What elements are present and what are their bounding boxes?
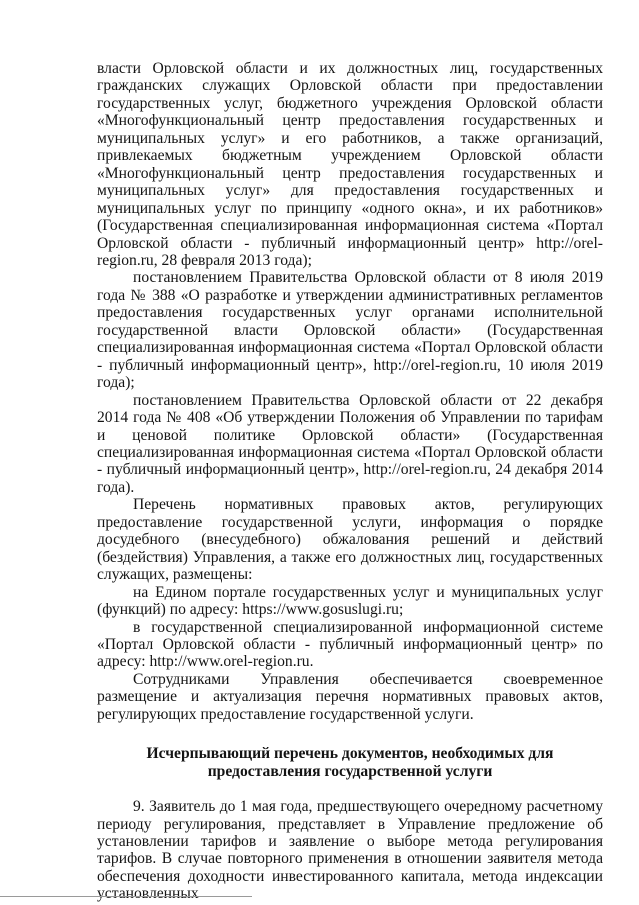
paragraph-item-9: 9. Заявитель до 1 мая года, предшествующего очередному расчетному периоду регулирования, представляет в Управление предложение об установлении тарифов и заявление о выборе метода регулирования тарифов. В случае повторного применения в отношении заявителя метода обеспечения доходности инвестированного капитала, метода индексации установленных <box>97 798 603 903</box>
paragraph-resolution-408: постановлением Правительства Орловской области от 22 декабря 2014 года № 408 «Об утверждении Положения об Управлении по тарифам и ценовой политике Орловской области» (Государственная специализированная информационная система «Портал Орловской области - публичный информационный центр», http://orel-region.ru, 24 декабря 2014 года). <box>97 391 603 496</box>
document-body <box>97 60 603 903</box>
paragraph-gosuslugi-portal: на Едином портале государственных услуг и муниципальных услуг (функций) по адресу: https://www.gosuslugi.ru; <box>97 583 603 619</box>
paragraph-resolution-388: постановлением Правительства Орловской области от 8 июля 2019 года № 388 «О разработке и утверждении административных регламентов предоставления государственных услуг органами исполнительной государственной власти Орловской области» (Государственная специализированная информационная система «Портал Орловской области - публичный информационный центр», http://orel-region.ru, 10 июля 2019 года); <box>97 269 603 392</box>
section-heading: Исчерпывающий перечень документов, необходимых для предоставления государственной услуги <box>146 745 554 780</box>
paragraph-list-of-acts: Перечень нормативных правовых актов, регулирующих предоставление государственной услуги, информация о порядке досудебного (внесудебного) обжалования решений и действий (бездействия) Управления, а также его должностных лиц, государственных служащих, размещены: <box>97 496 603 584</box>
paragraph-orel-mfc-regulation: власти Орловской области и их должностных лиц, государственных гражданских служащих Орловской области при предоставлении государственных услуг, бюджетного учреждения Орловской области «Многофункциональный центр предоставления государственных и муниципальных услуг» и его работников, а также организаций, привлекаемых бюджетным учреждением Орловской области «Многофункциональный центр предоставления государственных и муниципальных услуг» для предоставления государственных и муниципальных услуг по принципу «одного окна», и их работников» (Государственная специализированная информационная система «Портал Орловской области - публичный информационный центр» http://orel-region.ru, 28 февраля 2013 года); <box>97 60 603 269</box>
paragraph-staff-updates: Сотрудниками Управления обеспечивается своевременное размещение и актуализация перечня нормативных правовых актов, регулирующих предоставление государственной услуги. <box>97 670 603 723</box>
paragraph-orel-portal: в государственной специализированной информационной системе «Портал Орловской области - публичный информационный центр» по адресу: http://www.orel-region.ru. <box>97 618 603 671</box>
page-bottom-rule <box>0 896 252 897</box>
